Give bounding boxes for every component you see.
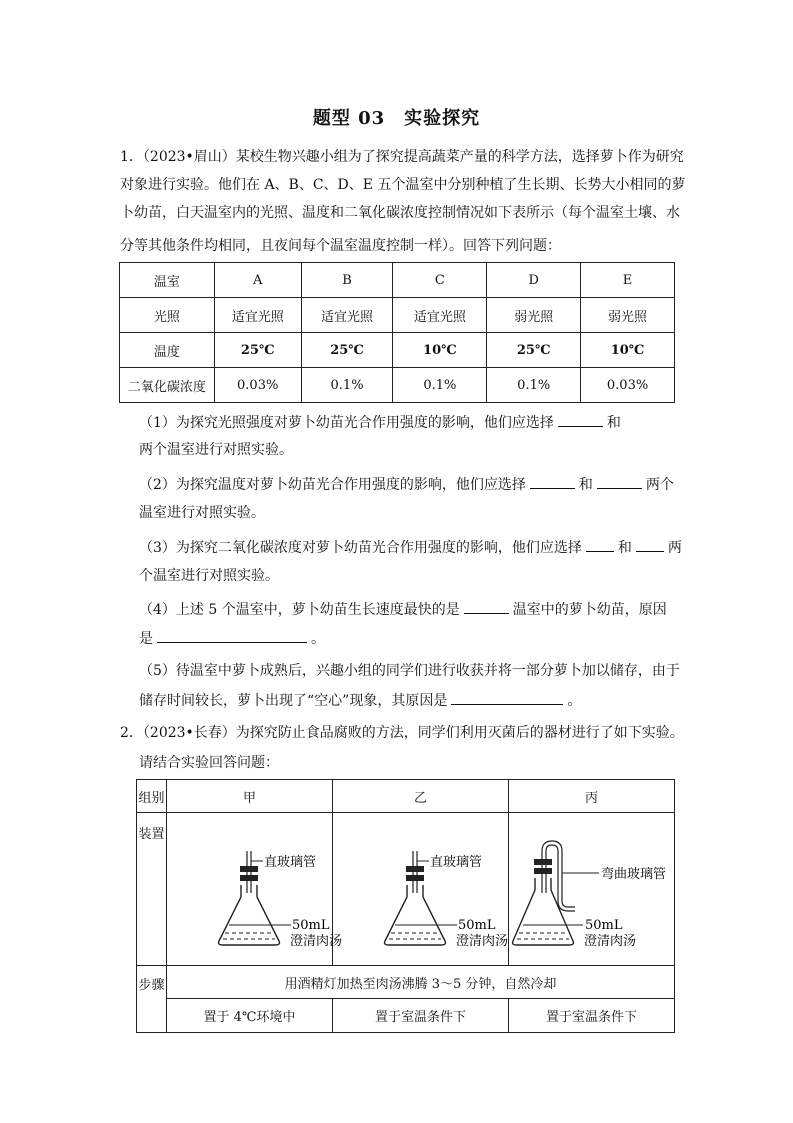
tube-label: 直玻璃管	[264, 855, 317, 870]
table-cell: 适宜光照	[301, 298, 393, 333]
tube-label: 弯曲玻璃管	[601, 867, 667, 882]
table-header-cell: 乙	[333, 780, 509, 813]
answer-blank[interactable]	[530, 474, 575, 489]
liquid-label: 澄清肉汤	[456, 934, 509, 949]
q1-sub2-line-2: 温室进行对照实验。	[139, 505, 265, 521]
table-cell: 二氧化碳浓度	[120, 368, 215, 403]
table-header-cell: 丙	[509, 780, 675, 813]
table-cell: 25℃	[214, 333, 301, 368]
table-cell: 置于室温条件下	[333, 999, 509, 1033]
table-cell: 0.1%	[393, 368, 487, 403]
table-header-cell: 组别	[137, 780, 167, 813]
table-header-row	[120, 263, 675, 298]
table-cell: 0.1%	[487, 368, 581, 403]
straight-tube-flask-diagram	[167, 813, 343, 961]
table-cell: 25℃	[487, 333, 581, 368]
tube-label: 直玻璃管	[430, 855, 483, 870]
answer-blank[interactable]	[451, 690, 563, 705]
q1-sub4-line-1: （4）上述 5 个温室中，萝卜幼苗生长速度最快的是 温室中的萝卜幼苗，原因	[139, 599, 667, 620]
q2-line-2: 请结合实验回答问题：	[139, 755, 279, 771]
q1-sub1-line-1: （1）为探究光照强度对萝卜幼苗光合作用强度的影响，他们应选择 和	[139, 412, 621, 433]
table-cell: 弱光照	[581, 298, 675, 333]
table-header-cell: D	[487, 263, 581, 298]
table-cell: 0.03%	[581, 368, 675, 403]
q1-sub2-line-1: （2）为探究温度对萝卜幼苗光合作用强度的影响，他们应选择 和 两个	[139, 474, 674, 495]
answer-blank[interactable]	[636, 537, 664, 552]
q1-sub1-line-2: 两个温室进行对照实验。	[139, 442, 293, 458]
liquid-label: 澄清肉汤	[584, 934, 637, 949]
table-cell: 适宜光照	[393, 298, 487, 333]
table-cell: 10℃	[393, 333, 487, 368]
table-cell: 置于室温条件下	[509, 999, 675, 1033]
volume-label: 50mL	[292, 918, 330, 933]
q1-sub3-line-2: 个温室进行对照实验。	[139, 568, 279, 584]
q1-intro-line-1: 1．（2023•眉山）某校生物兴趣小组为了探究提高蔬菜产量的科学方法，选择萝卜作为研究	[120, 149, 684, 165]
table-cell: 10℃	[581, 333, 675, 368]
flask-cell	[167, 813, 343, 966]
answer-blank[interactable]	[597, 474, 642, 489]
greenhouse-table	[119, 262, 675, 403]
experiment-table	[136, 779, 675, 1033]
answer-blank[interactable]	[558, 412, 603, 427]
q1-sub4-line-2: 是 。	[139, 628, 325, 649]
flask-cell	[509, 813, 675, 966]
table-cell: 步骤	[137, 966, 167, 1033]
q1-sub3-line-1: （3）为探究二氧化碳浓度对萝卜幼苗光合作用强度的影响，他们应选择 和 两	[139, 537, 682, 558]
table-cell: 弱光照	[487, 298, 581, 333]
answer-blank[interactable]	[464, 599, 509, 614]
q1-sub5-line-1: （5）待温室中萝卜成熟后，兴趣小组的同学们进行收获并将一部分萝卜加以储存，由于	[139, 663, 680, 679]
table-cell: 温度	[120, 333, 215, 368]
table-row	[120, 368, 675, 403]
table-row	[137, 813, 675, 966]
table-header-cell: C	[393, 263, 487, 298]
table-cell: 0.03%	[214, 368, 301, 403]
table-cell: 用酒精灯加热至肉汤沸腾 3～5 分钟，自然冷却	[167, 966, 675, 999]
page-title: 题型 03 实验探究	[312, 108, 481, 129]
q1-intro-line-2: 对象进行实验。他们在 A、B、C、D、E 五个温室中分别种植了生长期、长势大小相同的萝	[120, 177, 686, 193]
table-row	[120, 333, 675, 368]
liquid-label: 澄清肉汤	[290, 934, 343, 949]
table-cell: 25℃	[301, 333, 393, 368]
table-header-cell: 温室	[120, 263, 215, 298]
answer-blank[interactable]	[586, 537, 614, 552]
table-cell: 光照	[120, 298, 215, 333]
table-header-cell: 甲	[167, 780, 333, 813]
volume-label: 50mL	[458, 918, 496, 933]
answer-blank[interactable]	[157, 628, 307, 643]
table-row	[137, 999, 675, 1033]
q2-line-1: 2．（2023•长春）为探究防止食品腐败的方法，同学们利用灭菌后的器材进行了如下实验。	[120, 725, 684, 741]
table-row	[120, 298, 675, 333]
table-cell: 置于 4℃环境中	[167, 999, 333, 1033]
straight-tube-flask-diagram	[333, 813, 508, 961]
table-cell: 0.1%	[301, 368, 393, 403]
table-header-cell: E	[581, 263, 675, 298]
table-header-row	[137, 780, 675, 813]
table-cell: 装置	[137, 813, 167, 966]
curved-tube-flask-diagram	[509, 813, 674, 961]
table-cell: 适宜光照	[214, 298, 301, 333]
q1-sub5-line-2: 储存时间较长，萝卜出现了“空心”现象，其原因是 。	[139, 690, 581, 711]
flask-cell	[333, 813, 509, 966]
q1-intro-line-4: 分等其他条件均相同，且夜间每个温室温度控制一样）。回答下列问题：	[120, 238, 561, 254]
q1-intro-line-3: 卜幼苗，白天温室内的光照、温度和二氧化碳浓度控制情况如下表所示（每个温室土壤、水	[120, 205, 680, 221]
table-row	[137, 966, 675, 999]
volume-label: 50mL	[585, 918, 623, 933]
table-header-cell: B	[301, 263, 393, 298]
table-header-cell: A	[214, 263, 301, 298]
